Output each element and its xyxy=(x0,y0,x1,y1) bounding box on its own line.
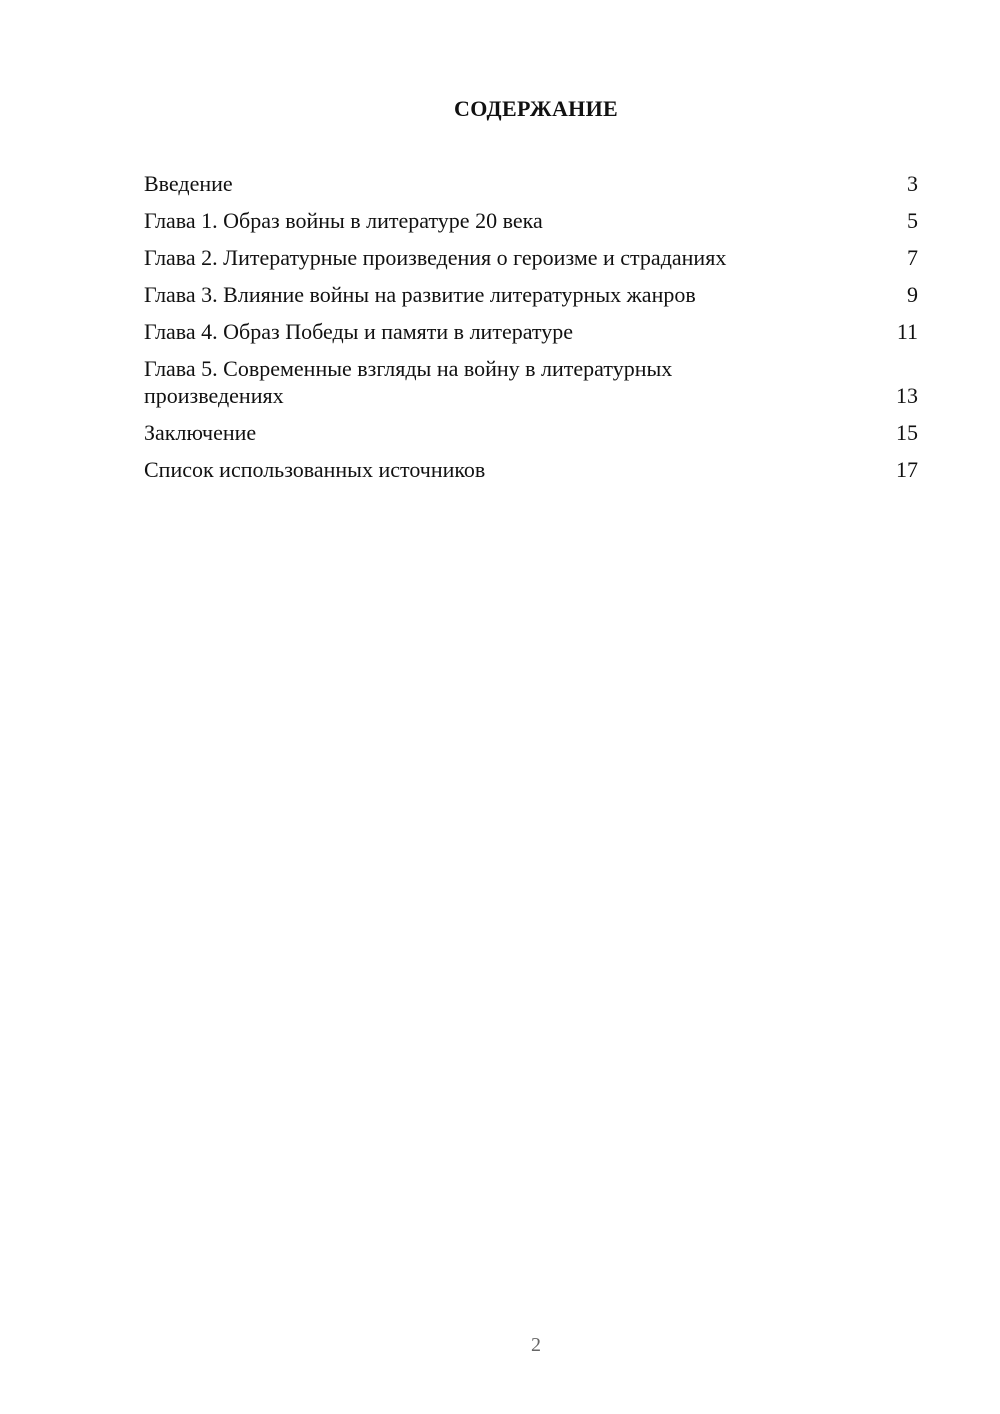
table-of-contents xyxy=(144,170,918,493)
toc-entry-page: 17 xyxy=(896,457,918,482)
page-number: 2 xyxy=(531,1334,541,1356)
toc-entry-page: 15 xyxy=(896,420,918,445)
toc-entry-label: Список использованных источников xyxy=(144,457,486,482)
toc-entry-label: Глава 1. Образ войны в литературе 20 века xyxy=(144,208,543,233)
toc-entry xyxy=(144,244,918,271)
page-title: СОДЕРЖАНИЕ xyxy=(454,96,618,121)
toc-entry xyxy=(144,355,918,409)
toc-entry-label: Глава 4. Образ Победы и памяти в литературе xyxy=(144,319,573,344)
toc-entry-page: 3 xyxy=(907,171,918,196)
toc-entry xyxy=(144,281,918,308)
toc-entry-label: Заключение xyxy=(144,420,257,445)
toc-entry-label: Глава 3. Влияние войны на развитие литературных жанров xyxy=(144,282,696,307)
toc-entry xyxy=(144,318,918,345)
toc-entry xyxy=(144,456,918,483)
toc-entry-page: 9 xyxy=(907,282,918,307)
toc-entry-page: 13 xyxy=(896,383,918,408)
toc-entry-page: 11 xyxy=(896,319,918,344)
toc-entry-page: 5 xyxy=(907,208,918,233)
toc-entry-label: Глава 5. Современные взгляды на войну в литературных произведениях xyxy=(144,356,673,408)
toc-entry-label: Глава 2. Литературные произведения о героизме и страданиях xyxy=(144,245,727,270)
toc-entry-label: Введение xyxy=(144,171,233,196)
toc-entry xyxy=(144,419,918,446)
toc-entry xyxy=(144,170,918,197)
toc-entry-page: 7 xyxy=(907,245,918,270)
toc-entry xyxy=(144,207,918,234)
